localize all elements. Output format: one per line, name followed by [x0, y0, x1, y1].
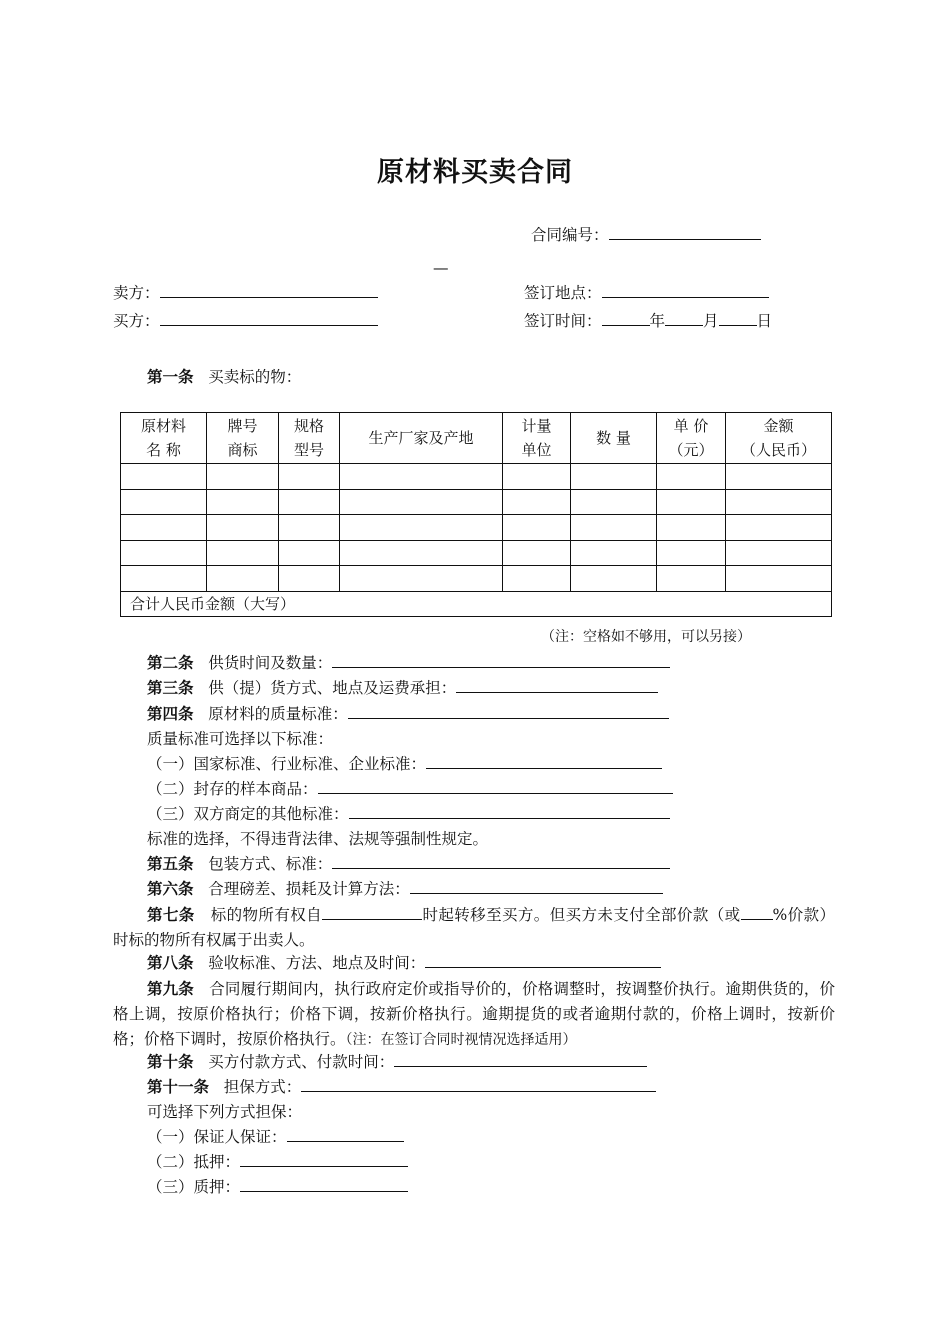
goods-table — [120, 412, 832, 617]
day-label: 日 — [756, 312, 773, 330]
quality-option-2-blank[interactable] — [318, 778, 673, 794]
table-row — [121, 489, 832, 515]
total-amount-label[interactable]: 合计人民币金额（大写） — [121, 591, 832, 616]
quality-option-1: （一）国家标准、行业标准、企业标准： — [147, 753, 662, 775]
time-line — [524, 310, 772, 332]
col-spec: 规格 型号 — [279, 413, 340, 464]
article-5: 第五条 包装方式、标准： — [147, 853, 670, 875]
col-quantity: 数 量 — [571, 413, 657, 464]
month-blank[interactable] — [665, 310, 703, 326]
table-row — [121, 515, 832, 541]
col-unit: 计量 单位 — [503, 413, 571, 464]
quality-intro: 质量标准可选择以下标准： — [147, 730, 334, 748]
table-row — [121, 566, 832, 592]
article-3: 第三条 供（提）货方式、地点及运费承担： — [147, 677, 658, 699]
month-label: 月 — [703, 312, 719, 330]
col-amount: 金额 （人民币） — [726, 413, 832, 464]
article-3-blank[interactable] — [456, 677, 658, 693]
article-8-blank[interactable] — [425, 952, 661, 968]
article-1 — [147, 366, 301, 388]
place-line — [524, 282, 769, 304]
seller-line — [113, 282, 378, 304]
quality-option-3: （三）双方商定的其他标准： — [147, 803, 670, 825]
article-8: 第八条 验收标准、方法、地点及时间： — [147, 952, 661, 974]
article-6: 第六条 合理磅差、损耗及计算方法： — [147, 878, 663, 900]
place-label: 签订地点： — [524, 284, 602, 302]
article-10-blank[interactable] — [394, 1051, 647, 1067]
quality-option-2: （二）封存的样本商品： — [147, 778, 673, 800]
article-7: 第七条 标的物所有权自 时起转移至买方。但买方未支付全部价款（或 %价款）时标的物所有权属于出卖人。 — [113, 906, 835, 949]
article-4: 第四条 原材料的质量标准： — [147, 703, 669, 725]
guarantee-option-3: （三）质押： — [147, 1176, 408, 1198]
table-note: （注：空格如不够用，可以另接） — [541, 629, 751, 645]
article-11: 第十一条 担保方式： — [147, 1076, 656, 1098]
seller-label: 卖方： — [113, 284, 160, 302]
col-brand: 牌号 商标 — [207, 413, 279, 464]
col-unit-price: 单 价 （元） — [657, 413, 726, 464]
article-7-time-blank[interactable] — [322, 904, 422, 920]
article-1-heading: 第一条 — [147, 368, 194, 386]
article-4-blank[interactable] — [348, 703, 669, 719]
guarantee-intro: 可选择下列方式担保： — [147, 1103, 303, 1121]
place-blank[interactable] — [602, 282, 769, 298]
guarantee-option-3-blank[interactable] — [240, 1176, 408, 1192]
article-5-blank[interactable] — [332, 853, 670, 869]
article-11-blank[interactable] — [301, 1076, 656, 1092]
seller-blank[interactable] — [160, 282, 378, 298]
article-2: 第二条 供货时间及数量： — [147, 652, 670, 674]
table-row — [121, 464, 832, 490]
contract-number-line — [531, 224, 761, 246]
article-10: 第十条 买方付款方式、付款时间： — [147, 1051, 647, 1073]
document-title: 原材料买卖合同 — [377, 157, 573, 188]
year-label: 年 — [649, 312, 666, 330]
buyer-line — [113, 310, 378, 332]
article-2-blank[interactable] — [332, 652, 670, 668]
col-manufacturer: 生产厂家及产地 — [340, 413, 503, 464]
guarantee-option-2: （二）抵押： — [147, 1151, 408, 1173]
day-blank[interactable] — [719, 310, 757, 326]
article-7-percent-blank[interactable] — [741, 904, 773, 920]
guarantee-option-2-blank[interactable] — [240, 1151, 408, 1167]
quality-option-3-blank[interactable] — [349, 803, 670, 819]
guarantee-option-1-blank[interactable] — [287, 1126, 404, 1142]
contract-number-blank[interactable] — [609, 224, 761, 240]
contract-number-label: 合同编号： — [531, 226, 609, 244]
dash-mark: — — [433, 259, 449, 277]
table-row — [121, 540, 832, 566]
guarantee-option-1: （一）保证人保证： — [147, 1126, 404, 1148]
quality-option-1-blank[interactable] — [426, 753, 662, 769]
article-9: 第九条 合同履行期间内，执行政府定价或指导价的，价格调整时，按调整价执行。逾期供货的，价格上调，按原价格执行；价格下调，按新价格执行。逾期提货的或者逾期付款的，价格上调时，按新价格；价格下调时，按原价格执行。（注：在签订合同时视情况选择适用） — [113, 980, 835, 1048]
quality-note: 标准的选择，不得违背法律、法规等强制性规定。 — [147, 830, 489, 848]
article-6-blank[interactable] — [410, 878, 663, 894]
year-blank[interactable] — [602, 310, 650, 326]
time-label: 签订时间： — [524, 312, 602, 330]
article-1-text: 买卖标的物： — [208, 368, 302, 386]
table-total-row — [121, 591, 832, 616]
buyer-blank[interactable] — [160, 310, 378, 326]
col-material-name: 原材料 名 称 — [121, 413, 207, 464]
table-header-row — [121, 413, 832, 464]
buyer-label: 买方： — [113, 312, 160, 330]
